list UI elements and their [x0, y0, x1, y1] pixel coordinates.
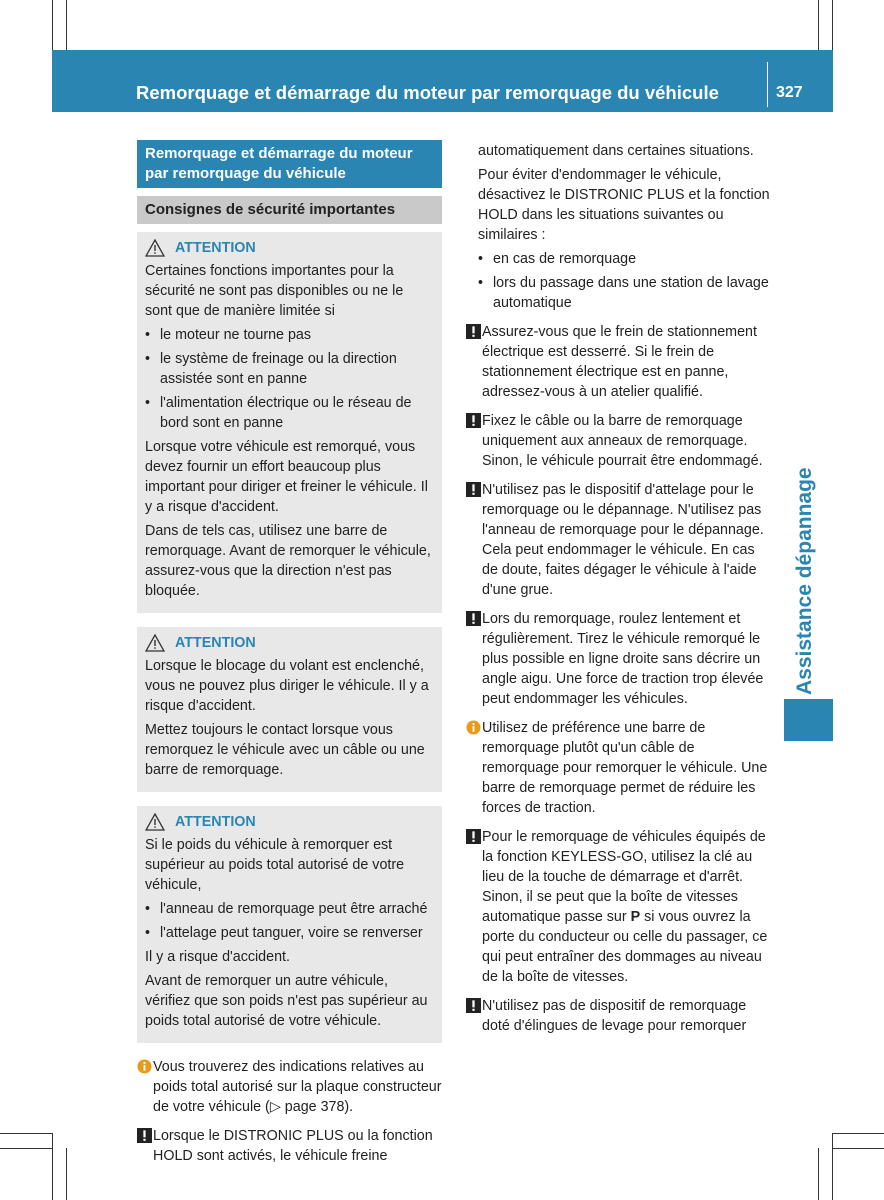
caution-icon [466, 998, 481, 1013]
warning-title-text: ATTENTION [175, 635, 256, 651]
paragraph: Pour éviter d'endommager le véhicule, désactivez le DISTRONIC PLUS et la fonction HOLD dans les situations suivantes ou similaires : [478, 167, 770, 243]
caution-note: N'utilisez pas le dispositif d'attelage pour le remorquage ou le dépannage. N'utilisez pas l'anneau de remorquage pour le dépannage. Cela peut endommager le véhicule. En cas de doute, faites dégager le véhicule à l'aide d'une grue. [466, 480, 770, 600]
warning-triangle-icon [145, 634, 165, 652]
caution-note: Lors du remorquage, roulez lentement et régulièrement. Tirez le véhicule remorqué le plus possible en ligne droite sans décrire un angle aigu. Une force de traction trop élevée peut endommager les véhicules. [466, 609, 770, 709]
crop-mark [52, 0, 53, 50]
warning-text: Lorsque le blocage du volant est enclenché, vous ne pouvez plus diriger le véhicule. Il y a risque d'accident. [145, 658, 429, 714]
crop-mark [66, 0, 67, 50]
warning-text: Certaines fonctions importantes pour la sécurité ne sont pas disponibles ou ne le sont que de manière limitée si [145, 263, 404, 319]
caution-note: Assurez-vous que le frein de stationnement électrique est desserré. Si le frein de stationnement électrique est en panne, adressez-vous à un atelier qualifié. [466, 322, 770, 402]
caution-icon [466, 829, 481, 844]
warning-triangle-icon [145, 813, 165, 831]
caution-note: Pour le remorquage de véhicules équipés de la fonction KEYLESS-GO, utilisez la clé au lieu de la touche de démarrage et d'arrêt. Sinon, il se peut que la boîte de vitesses automatique passe sur P si vous ouvrez la porte du conducteur ou celle du passager, ce qui peut entraîner des dommages au niveau de la boîte de vitesses. [466, 827, 770, 987]
warning-triangle-icon [145, 239, 165, 257]
warning-text: Dans de tels cas, utilisez une barre de remorquage. Avant de remorquer le véhicule, assurez-vous que la direction n'est pas bloquée. [145, 523, 431, 599]
left-column [137, 140, 442, 1175]
list-item: • en cas de remorquage [478, 251, 637, 267]
list-item: • le moteur ne tourne pas [145, 327, 312, 343]
warning-text: Mettez toujours le contact lorsque vous remorquez le véhicule avec un câble ou une barre de remorquage. [145, 722, 425, 778]
caution-icon [466, 413, 481, 428]
paragraph: automatiquement dans certaines situations. [478, 143, 754, 159]
info-note: Utilisez de préférence une barre de remorquage plutôt qu'un câble de remorquage pour remorquer le véhicule. Une barre de remorquage permet de réduire les forces de traction. [466, 718, 770, 818]
warning-text: Si le poids du véhicule à remorquer est supérieur au poids total autorisé de votre véhicule, [145, 837, 405, 893]
header-divider [767, 62, 768, 107]
caution-icon [466, 482, 481, 497]
list-item: • le système de freinage ou la direction assistée sont en panne [145, 351, 397, 387]
warning-title-text: ATTENTION [175, 240, 256, 256]
caution-note: Fixez le câble ou la barre de remorquage uniquement aux anneaux de remorquage. Sinon, le véhicule pourrait être endommagé. [466, 411, 770, 471]
crop-mark [818, 1148, 819, 1200]
caution-icon [137, 1128, 152, 1143]
warning-text: Avant de remorquer un autre véhicule, vérifiez que son poids n'est pas supérieur au poids total autorisé de votre véhicule. [145, 973, 428, 1029]
warning-box [137, 232, 442, 613]
crop-mark [0, 1133, 52, 1134]
caution-note: N'utilisez pas de dispositif de remorquage doté d'élingues de levage pour remorquer [466, 996, 770, 1036]
list-item: • lors du passage dans une station de lavage automatique [478, 275, 769, 311]
info-icon [137, 1059, 152, 1074]
subsection-heading: Consignes de sécurité importantes [137, 196, 442, 224]
crop-mark [832, 0, 833, 50]
gear-position-p: P [630, 909, 641, 925]
warning-title [145, 812, 434, 832]
crop-mark [832, 1133, 833, 1200]
caution-icon [466, 324, 481, 339]
list-item: • l'anneau de remorquage peut être arraché [145, 901, 428, 917]
warning-box [137, 627, 442, 792]
warning-title [145, 633, 434, 653]
crop-mark [818, 0, 819, 50]
warning-box [137, 806, 442, 1043]
page-title: Remorquage et démarrage du moteur par remorquage du véhicule [136, 82, 719, 103]
right-column [466, 141, 770, 1045]
warning-text: Il y a risque d'accident. [145, 949, 290, 965]
page-number: 327 [776, 84, 803, 101]
caution-icon [466, 611, 481, 626]
list-item: • l'alimentation électrique ou le réseau de bord sont en panne [145, 395, 412, 431]
crop-mark [832, 1148, 884, 1149]
chapter-tab-label: Assistance dépannage [793, 467, 816, 695]
info-note: Vous trouverez des indications relatives au poids total autorisé sur la plaque constructeur de votre véhicule (▷ page 378). [137, 1057, 442, 1117]
chapter-tab-marker [784, 699, 833, 741]
warning-title [145, 238, 434, 258]
crop-mark [832, 1133, 884, 1134]
info-icon [466, 720, 481, 735]
crop-mark [66, 1148, 67, 1200]
crop-mark [0, 1148, 52, 1149]
warning-title-text: ATTENTION [175, 814, 256, 830]
list-item: • l'attelage peut tanguer, voire se renverser [145, 925, 423, 941]
section-heading: Remorquage et démarrage du moteur par remorquage du véhicule [137, 140, 442, 188]
caution-note: Lorsque le DISTRONIC PLUS ou la fonction HOLD sont activés, le véhicule freine [137, 1126, 442, 1166]
crop-mark [52, 1133, 53, 1200]
warning-text: Lorsque votre véhicule est remorqué, vous devez fournir un effort beaucoup plus important pour diriger et freiner le véhicule. Il y a risque d'accident. [145, 439, 428, 515]
